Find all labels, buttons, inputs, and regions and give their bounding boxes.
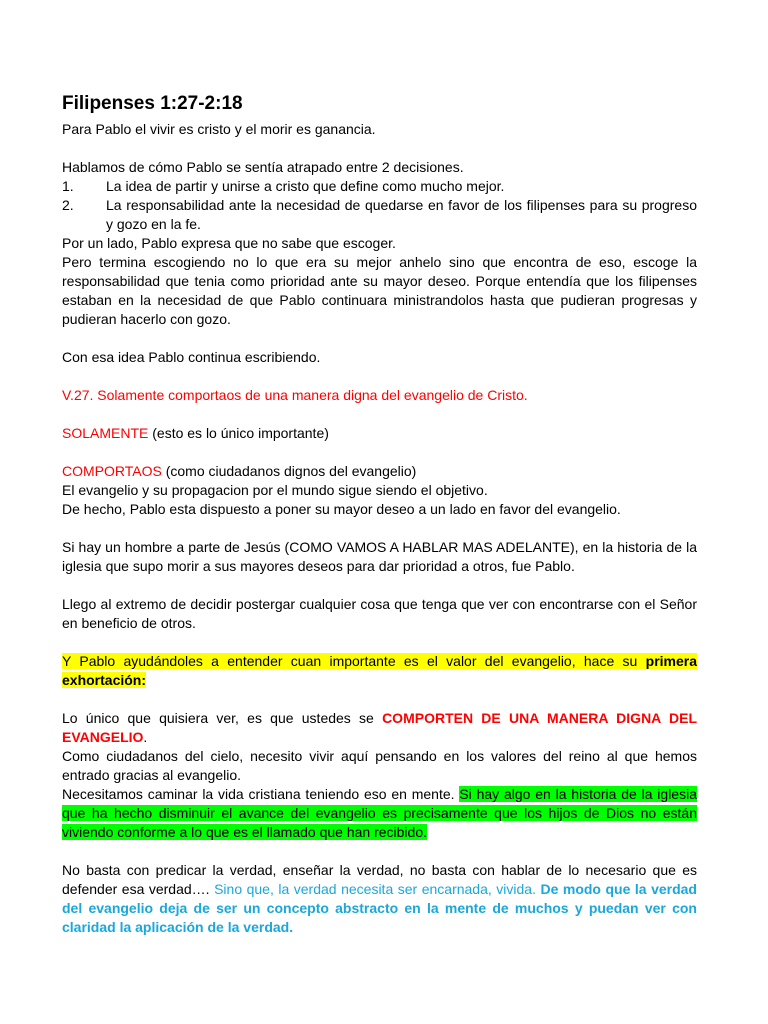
paragraph-objective: El evangelio y su propagacion por el mundo sigue siendo el objetivo.: [62, 482, 488, 498]
paragraph-walk-start: Necesitamos caminar la vida cristiana teniendo eso en mente.: [62, 786, 460, 802]
paragraph-dispuesto: De hecho, Pablo esta dispuesto a poner su mayor deseo a un lado en favor del evangelio.: [62, 501, 621, 517]
comporten-emphasis: COMPORTEN DE UNA MANERA DIGNA DEL EVANGELIO: [62, 710, 697, 745]
truth-blue-bold-text: De modo que la verdad del evangelio deja de ser un concepto abstracto en la mente de muchos y puedan ver con claridad la aplicación de la verdad.: [62, 881, 697, 935]
spacer: [62, 842, 697, 861]
paragraph-continue: Con esa idea Pablo continua escribiendo.: [62, 349, 321, 365]
spacer: [62, 329, 697, 348]
spacer: [62, 405, 697, 424]
list-item: [62, 196, 697, 234]
paragraph-digna-start: Lo único que quisiera ver, es que ustedes se: [62, 710, 383, 726]
spacer: [62, 576, 697, 595]
paragraph-responsibility: Pero termina escogiendo no lo que era su mejor anhelo sino que encontra de eso, escoge la responsabilidad que tenia como prioridad ante su mayor deseo. Porque entendía que los filipenses estaban en la necesidad de que Pablo continuara ministrandolos hasta que pudieran progresas y pudieran hacerlo con gozo.: [62, 254, 697, 327]
paragraph-walk: [62, 785, 697, 842]
truth-blue-text: Sino que, la verdad necesita ser encarnada, vivida.: [214, 881, 541, 897]
spacer: [62, 367, 697, 386]
solamente-note: (esto es lo único importante): [148, 425, 329, 441]
exhortation-bold: primera exhortación:: [62, 653, 697, 688]
exhortation-line: [62, 652, 697, 690]
list-item: [62, 177, 697, 196]
comportaos-note: (como ciudadanos dignos del evangelio): [161, 463, 417, 479]
list-number: 2.: [62, 197, 74, 213]
document-title: Filipenses 1:27-2:18: [62, 93, 243, 114]
paragraph-decisions: Hablamos de cómo Pablo se sentía atrapado entre 2 decisiones.: [62, 159, 464, 175]
comportaos-word: COMPORTAOS: [62, 463, 162, 479]
highlighted-sentence: Si hay algo en la historia de la iglesia que ha hecho disminuir el avance del evangelio es precisamente que los hijos de Dios no están viviendo conforme a lo que es el llamado que han recibido.: [62, 786, 697, 840]
exhortation-text: Y Pablo ayudándoles a entender cuan importante es el valor del evangelio, hace su: [62, 653, 646, 669]
spacer: [62, 519, 697, 538]
comportaos-line: [62, 462, 697, 481]
paragraph-truth: [62, 861, 697, 937]
list-text: La idea de partir y unirse a cristo que define como mucho mejor.: [106, 178, 505, 194]
spacer: [62, 633, 697, 652]
paragraph-digna: [62, 709, 697, 747]
paragraph-choice: Por un lado, Pablo expresa que no sabe que escoger.: [62, 235, 396, 251]
paragraph-citizens: Como ciudadanos del cielo, necesito vivir aquí pensando en los valores del reino al que hemos entrado gracias al evangelio.: [62, 748, 697, 783]
spacer: [62, 690, 697, 709]
intro-line: Para Pablo el vivir es cristo y el morir es ganancia.: [62, 121, 376, 137]
paragraph-truth-start: No basta con predicar la verdad, enseñar la verdad, no basta con hablar de lo necesario que es defender esa verdad….: [62, 862, 697, 897]
paragraph-digna-end: .: [143, 729, 148, 745]
verse-heading: V.27. Solamente comportaos de una manera digna del evangelio de Cristo.: [62, 387, 528, 403]
spacer: [62, 139, 697, 158]
list-text: La responsabilidad ante la necesidad de quedarse en favor de los filipenses para su progreso y gozo en la fe.: [106, 197, 697, 232]
spacer: [62, 443, 697, 462]
paragraph-extreme: Llego al extremo de decidir postergar cualquier cosa que tenga que ver con encontrarse con el Señor en beneficio de otros.: [62, 596, 697, 631]
paragraph-history: Si hay un hombre a parte de Jesús (COMO VAMOS A HABLAR MAS ADELANTE), en la historia de la iglesia que supo morir a sus mayores deseos para dar prioridad a otros, fue Pablo.: [62, 539, 697, 574]
solamente-word: SOLAMENTE: [62, 425, 149, 441]
list-number: 1.: [62, 178, 74, 194]
solamente-line: [62, 424, 697, 443]
